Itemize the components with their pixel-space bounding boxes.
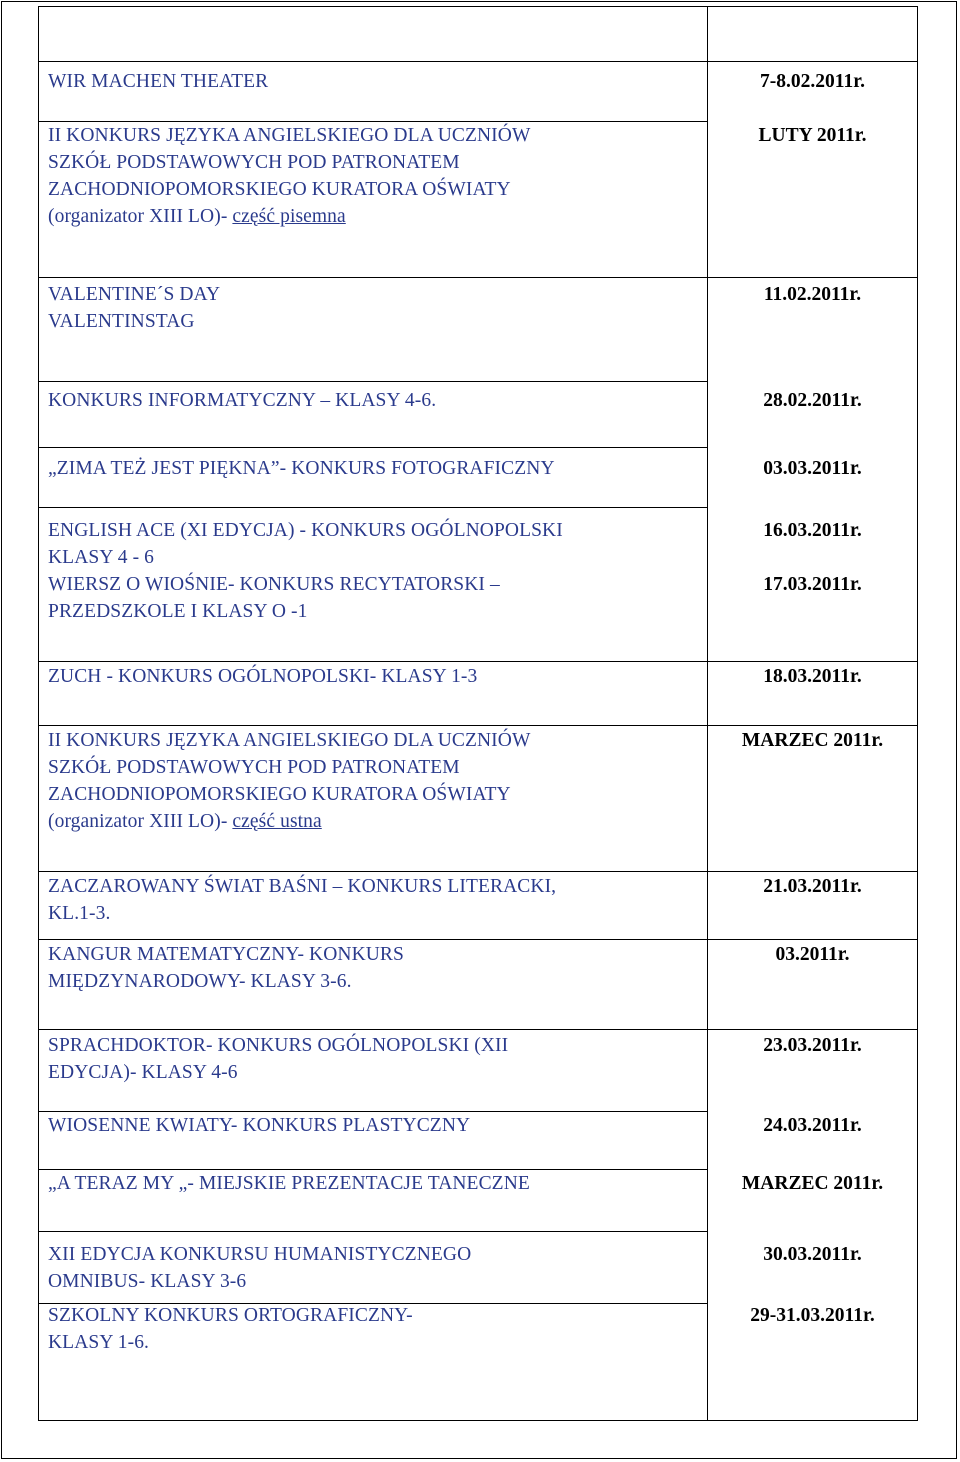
event-title-line: „A TERAZ MY „- MIEJSKIE PREZENTACJE TANECZNE	[48, 1173, 530, 1194]
row-divider	[39, 725, 917, 726]
event-date: MARZEC 2011r.	[741, 730, 884, 751]
exam-part-label: część ustna	[232, 811, 322, 832]
row-divider	[39, 381, 707, 382]
row-divider	[39, 661, 917, 662]
event-title-line: VALENTINE´S DAY	[48, 284, 221, 305]
event-title-line: SZKÓŁ PODSTAWOWYCH POD PATRONATEM	[48, 757, 460, 778]
event-title	[48, 571, 668, 625]
event-title-line: KLASY 4 - 6	[48, 547, 154, 568]
event-date: 17.03.2011r.	[763, 574, 862, 595]
events-schedule-table	[38, 6, 918, 1421]
event-date: 23.03.2011r.	[763, 1035, 862, 1056]
event-date: 21.03.2011r.	[763, 876, 862, 897]
event-title-line: ZACZAROWANY ŚWIAT BAŚNI – KONKURS LITERACKI,	[48, 876, 557, 897]
event-title	[48, 387, 668, 414]
event-date: 16.03.2011r.	[763, 520, 862, 541]
event-title	[48, 663, 668, 690]
event-date: 03.2011r.	[775, 944, 850, 965]
event-title-line: MIĘDZYNARODOWY- KLASY 3-6.	[48, 971, 352, 992]
event-title-line: „ZIMA TEŻ JEST PIĘKNA”- KONKURS FOTOGRAFICZNY	[48, 458, 555, 479]
event-title	[48, 1241, 668, 1295]
row-divider	[39, 507, 707, 508]
row-divider	[39, 871, 917, 872]
event-title	[48, 1032, 668, 1086]
event-title	[48, 1302, 668, 1356]
event-title	[48, 281, 668, 335]
event-date: LUTY 2011r.	[758, 125, 867, 146]
event-title-line: SPRACHDOKTOR- KONKURS OGÓLNOPOLSKI (XII	[48, 1035, 509, 1056]
event-title	[48, 68, 668, 95]
event-title-line: ZACHODNIOPOMORSKIEGO KURATORA OŚWIATY	[48, 784, 511, 805]
column-divider	[707, 7, 708, 1420]
row-divider	[39, 277, 917, 278]
event-title	[48, 873, 668, 927]
row-divider	[39, 447, 707, 448]
event-title	[48, 1170, 668, 1197]
event-date: 30.03.2011r.	[763, 1244, 862, 1265]
event-title-line: SZKÓŁ PODSTAWOWYCH POD PATRONATEM	[48, 152, 460, 173]
row-divider	[39, 939, 917, 940]
event-title-line: WIOSENNE KWIATY- KONKURS PLASTYCZNY	[48, 1115, 471, 1136]
event-title-line: SZKOLNY KONKURS ORTOGRAFICZNY-	[48, 1305, 413, 1326]
event-title-line: KONKURS INFORMATYCZNY – KLASY 4-6.	[48, 390, 437, 411]
event-title-line: EDYCJA)- KLASY 4-6	[48, 1062, 238, 1083]
event-title	[48, 517, 668, 571]
organizer-note: (organizator XIII LO)-	[48, 811, 233, 832]
event-title-line: ZUCH - KONKURS OGÓLNOPOLSKI- KLASY 1-3	[48, 666, 478, 687]
event-title-line: PRZEDSZKOLE I KLASY O -1	[48, 601, 308, 622]
event-title	[48, 727, 668, 835]
event-title-line: II KONKURS JĘZYKA ANGIELSKIEGO DLA UCZNIÓW	[48, 125, 531, 146]
event-title-line: XII EDYCJA KONKURSU HUMANISTYCZNEGO	[48, 1244, 472, 1265]
event-title-line: ZACHODNIOPOMORSKIEGO KURATORA OŚWIATY	[48, 179, 511, 200]
event-title-line: WIR MACHEN THEATER	[48, 71, 269, 92]
row-divider	[39, 1029, 917, 1030]
event-title	[48, 122, 668, 230]
event-date: 28.02.2011r.	[763, 390, 862, 411]
event-date: 03.03.2011r.	[763, 458, 862, 479]
event-title-line: KLASY 1-6.	[48, 1332, 150, 1353]
event-title-line: WIERSZ O WIOŚNIE- KONKURS RECYTATORSKI –	[48, 574, 500, 595]
event-title-line: KL.1-3.	[48, 903, 111, 924]
organizer-note: (organizator XIII LO)-	[48, 206, 233, 227]
row-divider	[39, 1231, 707, 1232]
event-title-line	[48, 808, 668, 835]
event-title	[48, 1112, 668, 1139]
event-date: 24.03.2011r.	[763, 1115, 862, 1136]
event-title-line: KANGUR MATEMATYCZNY- KONKURS	[48, 944, 404, 965]
event-title-line: OMNIBUS- KLASY 3-6	[48, 1271, 247, 1292]
event-date: 29-31.03.2011r.	[750, 1305, 875, 1326]
event-title-line: ENGLISH ACE (XI EDYCJA) - KONKURS OGÓLNOPOLSKI	[48, 520, 563, 541]
event-title-line: II KONKURS JĘZYKA ANGIELSKIEGO DLA UCZNIÓW	[48, 730, 531, 751]
event-date: MARZEC 2011r.	[741, 1173, 884, 1194]
event-title	[48, 455, 668, 482]
event-title	[48, 941, 668, 995]
exam-part-label: część pisemna	[232, 206, 346, 227]
event-title-line	[48, 203, 668, 230]
event-date: 11.02.2011r.	[763, 284, 862, 305]
event-date: 7-8.02.2011r.	[760, 71, 865, 92]
row-divider	[39, 61, 917, 62]
event-title-line: VALENTINSTAG	[48, 311, 195, 332]
event-date: 18.03.2011r.	[763, 666, 862, 687]
